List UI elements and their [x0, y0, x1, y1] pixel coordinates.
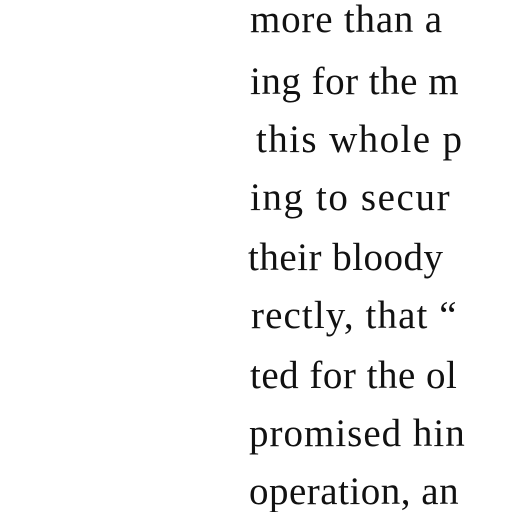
text-line-5: their bloody [248, 236, 444, 279]
text-line-2: ing for the m [250, 60, 460, 103]
text-line-3: this whole p [256, 118, 464, 161]
text-line-7: ted for the ol [250, 354, 458, 397]
text-line-8: promised hin [249, 412, 466, 455]
text-line-9: operation, an [249, 470, 460, 512]
text-line-6: rectly, that “ [251, 294, 458, 337]
text-line-4: ing to secur [250, 176, 452, 219]
text-line-1: more than a [250, 0, 443, 41]
